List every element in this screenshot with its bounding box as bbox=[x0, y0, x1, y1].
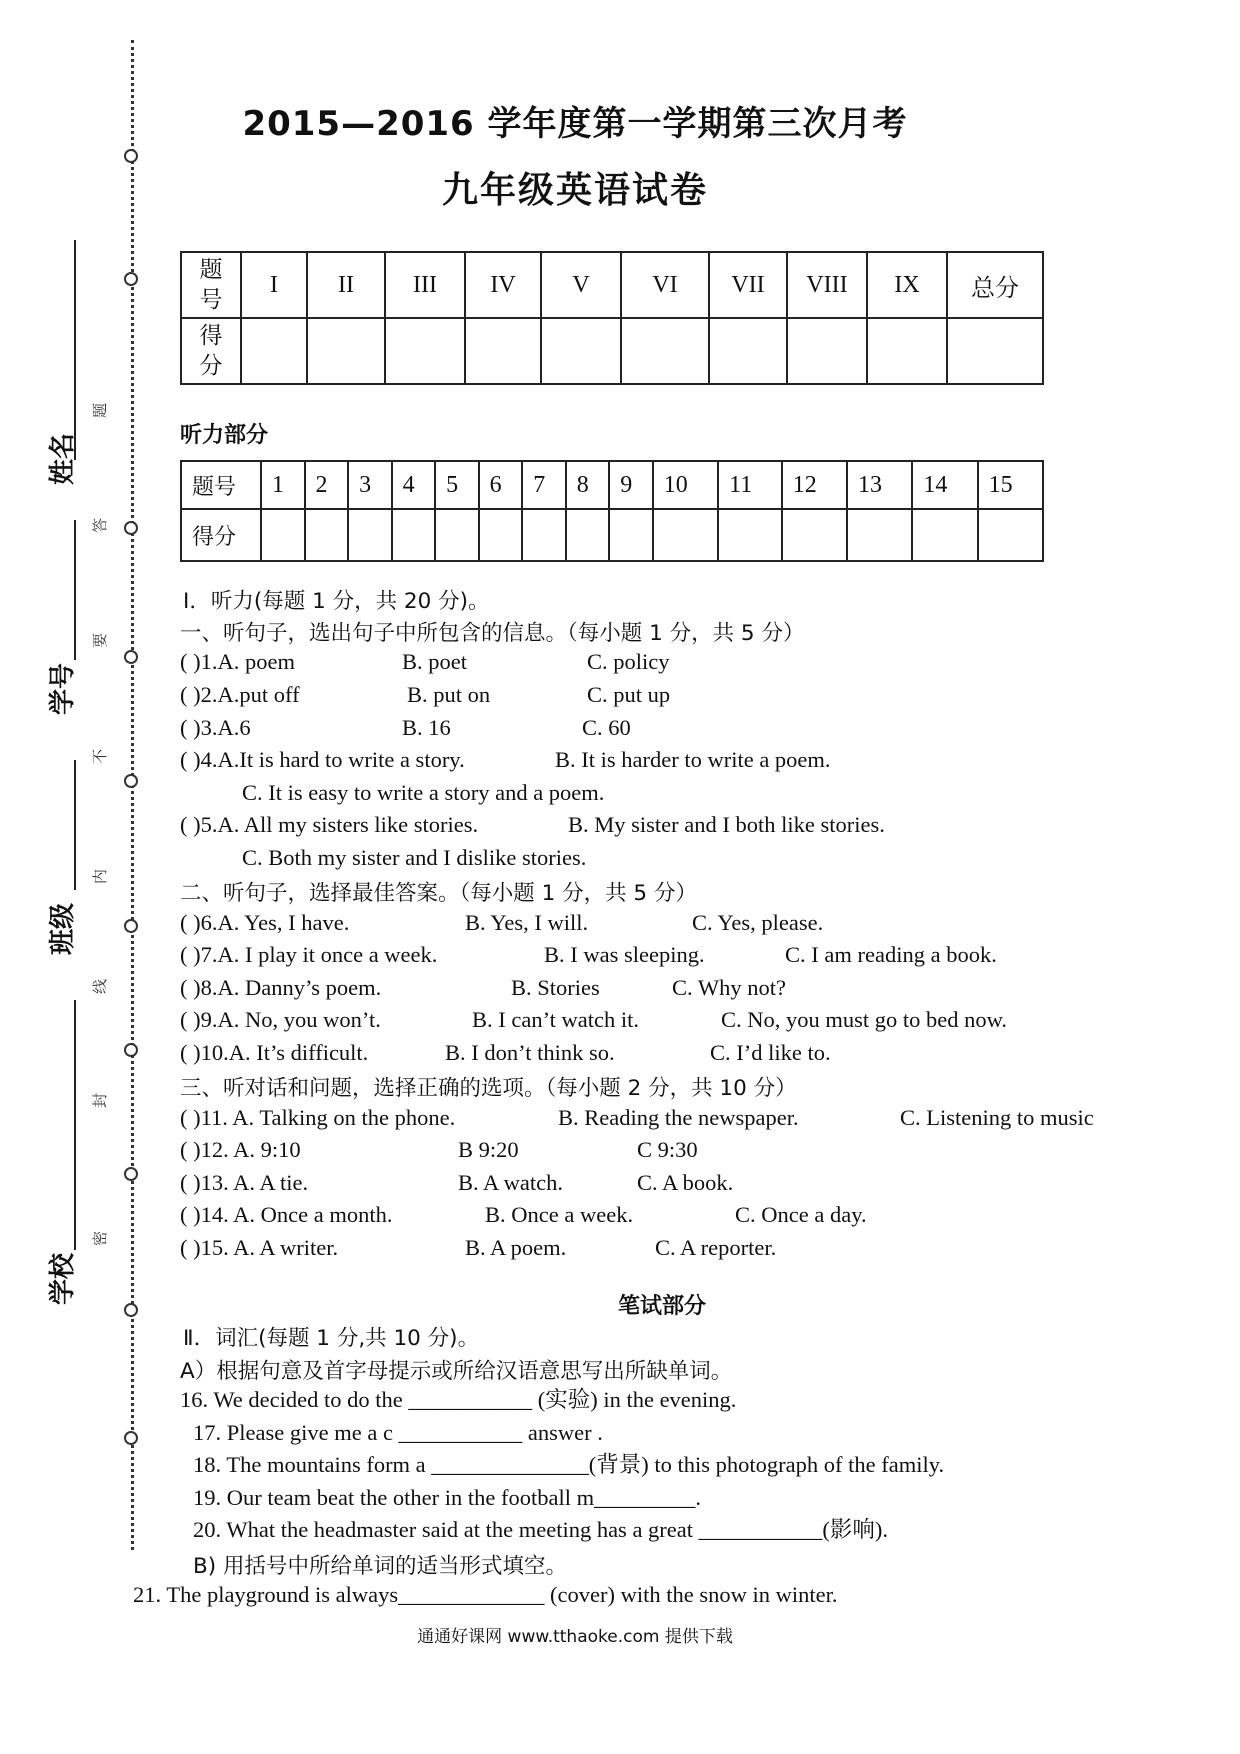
question-3-option-c: C. 60 bbox=[582, 715, 631, 740]
question-21: 21. The playground is always_____________ (cover) with the snow in winter. bbox=[133, 1582, 838, 1607]
seal-char: 内 bbox=[91, 868, 110, 885]
question-12-option-c: C 9:30 bbox=[637, 1137, 698, 1162]
question-12-option-b: B 9:20 bbox=[458, 1137, 519, 1162]
question-15-option-c: C. A reporter. bbox=[655, 1235, 777, 1260]
column-header: VIII bbox=[787, 252, 867, 318]
question-10-option-c: C. I’d like to. bbox=[710, 1040, 831, 1065]
binding-dotted-line bbox=[131, 40, 134, 1550]
question-17: 17. Please give me a c ___________ answer . bbox=[193, 1420, 603, 1445]
score-cell[interactable] bbox=[541, 318, 621, 384]
name-field-line[interactable] bbox=[74, 240, 76, 460]
row-header: 得分 bbox=[181, 509, 261, 561]
question-5-stem: ( )5.A. All my sisters like stories. bbox=[180, 812, 479, 837]
question-6-option-b: B. Yes, I will. bbox=[465, 910, 589, 935]
score-cell[interactable] bbox=[978, 509, 1043, 561]
part2-subB: B) 用括号中所给单词的适当形式填空。 bbox=[193, 1554, 567, 1579]
column-header: V bbox=[541, 252, 621, 318]
binding-hole bbox=[124, 650, 138, 664]
question-7-option-b: B. I was sleeping. bbox=[544, 942, 705, 967]
column-header: III bbox=[385, 252, 465, 318]
score-cell[interactable] bbox=[435, 509, 479, 561]
exam-title: 2015—2016 学年度第一学期第三次月考 bbox=[242, 104, 908, 144]
table-row bbox=[181, 318, 1043, 384]
column-header: 3 bbox=[348, 461, 392, 509]
binding-hole bbox=[124, 149, 138, 163]
binding-hole bbox=[124, 1303, 138, 1317]
question-13-option-b: B. A watch. bbox=[458, 1170, 563, 1195]
score-cell[interactable] bbox=[621, 318, 709, 384]
question-16: 16. We decided to do the ___________ (实验) in the evening. bbox=[180, 1387, 737, 1412]
footer-source: 通通好课网 www.tthaoke.com 提供下载 bbox=[417, 1627, 733, 1647]
written-section-title: 笔试部分 bbox=[618, 1294, 707, 1319]
column-header: 7 bbox=[522, 461, 566, 509]
score-cell[interactable] bbox=[261, 509, 305, 561]
score-cell[interactable] bbox=[385, 318, 465, 384]
question-8-option-b: B. Stories bbox=[511, 975, 600, 1000]
seal-char: 答 bbox=[91, 517, 110, 534]
table-row bbox=[181, 252, 1043, 318]
part1-sub2: 二、听句子，选择最佳答案。（每小题 1 分，共 5 分） bbox=[180, 881, 697, 906]
question-7-stem: ( )7.A. I play it once a week. bbox=[180, 942, 438, 967]
row-header-text: 题号 bbox=[199, 257, 223, 312]
column-header: 5 bbox=[435, 461, 479, 509]
column-header: 9 bbox=[609, 461, 653, 509]
seal-char: 题 bbox=[91, 402, 110, 419]
score-cell[interactable] bbox=[392, 509, 436, 561]
column-header: 8 bbox=[566, 461, 610, 509]
question-19: 19. Our team beat the other in the football m_________. bbox=[193, 1485, 702, 1510]
score-cell[interactable] bbox=[912, 509, 977, 561]
question-2-option-b: B. put on bbox=[407, 682, 491, 707]
column-header: I bbox=[241, 252, 307, 318]
question-20: 20. What the headmaster said at the meeting has a great ___________(影响). bbox=[193, 1517, 889, 1542]
question-14-option-b: B. Once a week. bbox=[485, 1202, 634, 1227]
column-header: IX bbox=[867, 252, 947, 318]
seal-char: 封 bbox=[91, 1092, 110, 1109]
id-label: 学号 bbox=[48, 662, 78, 715]
question-2-stem: ( )2.A.put off bbox=[180, 682, 300, 707]
table-row bbox=[181, 461, 1043, 509]
score-cell[interactable] bbox=[479, 509, 523, 561]
binding-hole bbox=[124, 919, 138, 933]
school-label: 学校 bbox=[48, 1252, 78, 1305]
score-cell[interactable] bbox=[947, 318, 1043, 384]
question-4-option-b: B. It is harder to write a poem. bbox=[555, 747, 831, 772]
score-cell[interactable] bbox=[566, 509, 610, 561]
score-cell[interactable] bbox=[348, 509, 392, 561]
binding-hole bbox=[124, 521, 138, 535]
question-10-option-b: B. I don’t think so. bbox=[445, 1040, 615, 1065]
column-header: 10 bbox=[653, 461, 718, 509]
question-9-option-c: C. No, you must go to bed now. bbox=[721, 1007, 1008, 1032]
question-4-stem: ( )4.A.It is hard to write a story. bbox=[180, 747, 465, 772]
score-cell[interactable] bbox=[847, 509, 912, 561]
question-13-stem: ( )13. A. A tie. bbox=[180, 1170, 309, 1195]
row-header bbox=[181, 318, 241, 384]
question-14-option-c: C. Once a day. bbox=[735, 1202, 867, 1227]
question-2-option-c: C. put up bbox=[587, 682, 671, 707]
listening-section-title: 听力部分 bbox=[180, 423, 269, 448]
part2-heading: Ⅱ．词汇(每题 1 分,共 10 分)。 bbox=[183, 1326, 480, 1351]
binding-hole bbox=[124, 1431, 138, 1445]
question-4-option-c: C. It is easy to write a story and a poem. bbox=[242, 780, 605, 805]
class-field-line[interactable] bbox=[74, 760, 76, 890]
score-cell[interactable] bbox=[307, 318, 385, 384]
question-5-option-c: C. Both my sister and I dislike stories. bbox=[242, 845, 587, 870]
seal-char: 要 bbox=[91, 632, 110, 649]
question-10-stem: ( )10.A. It’s difficult. bbox=[180, 1040, 369, 1065]
exam-subtitle: 九年级英语试卷 bbox=[441, 170, 708, 211]
question-8-option-c: C. Why not? bbox=[672, 975, 786, 1000]
row-header: 题号 bbox=[181, 461, 261, 509]
seal-char: 不 bbox=[91, 748, 110, 765]
question-9-stem: ( )9.A. No, you won’t. bbox=[180, 1007, 381, 1032]
question-6-option-c: C. Yes, please. bbox=[692, 910, 824, 935]
school-field-line[interactable] bbox=[74, 1000, 76, 1250]
table-row bbox=[181, 509, 1043, 561]
question-8-stem: ( )8.A. Danny’s poem. bbox=[180, 975, 382, 1000]
score-table bbox=[180, 251, 1044, 385]
part1-heading: Ⅰ．听力(每题 1 分，共 20 分)。 bbox=[183, 589, 490, 614]
column-header: 13 bbox=[847, 461, 912, 509]
score-cell[interactable] bbox=[465, 318, 541, 384]
question-15-option-b: B. A poem. bbox=[465, 1235, 567, 1260]
score-cell[interactable] bbox=[241, 318, 307, 384]
id-field-line[interactable] bbox=[74, 520, 76, 660]
score-cell[interactable] bbox=[709, 318, 787, 384]
class-label: 班级 bbox=[48, 902, 78, 955]
column-header: 2 bbox=[305, 461, 349, 509]
question-18: 18. The mountains form a ______________(背景) to this photograph of the family. bbox=[193, 1452, 945, 1477]
binding-hole bbox=[124, 1167, 138, 1181]
column-header: 4 bbox=[392, 461, 436, 509]
column-header: 总分 bbox=[947, 252, 1043, 318]
column-header: 14 bbox=[912, 461, 977, 509]
question-11-option-b: B. Reading the newspaper. bbox=[558, 1105, 799, 1130]
score-cell[interactable] bbox=[782, 509, 847, 561]
question-1-stem: ( )1.A. poem bbox=[180, 649, 295, 674]
score-cell[interactable] bbox=[653, 509, 718, 561]
row-header-text: 得分 bbox=[199, 323, 223, 378]
row-header bbox=[181, 252, 241, 318]
question-6-stem: ( )6.A. Yes, I have. bbox=[180, 910, 350, 935]
question-15-stem: ( )15. A. A writer. bbox=[180, 1235, 339, 1260]
binding-hole bbox=[124, 1043, 138, 1057]
column-header: 1 bbox=[261, 461, 305, 509]
score-cell[interactable] bbox=[522, 509, 566, 561]
binding-hole bbox=[124, 774, 138, 788]
question-1-option-b: B. poet bbox=[402, 649, 467, 674]
name-label: 姓名 bbox=[48, 432, 78, 485]
question-13-option-c: C. A book. bbox=[637, 1170, 734, 1195]
column-header: 11 bbox=[718, 461, 782, 509]
question-11-stem: ( )11. A. Talking on the phone. bbox=[180, 1105, 456, 1130]
question-11-option-c: C. Listening to music bbox=[900, 1105, 1094, 1130]
question-3-option-b: B. 16 bbox=[402, 715, 451, 740]
column-header: VI bbox=[621, 252, 709, 318]
column-header: II bbox=[307, 252, 385, 318]
listening-score-table bbox=[180, 460, 1044, 562]
score-cell[interactable] bbox=[305, 509, 349, 561]
column-header: IV bbox=[465, 252, 541, 318]
part1-sub1: 一、听句子，选出句子中所包含的信息。（每小题 1 分，共 5 分） bbox=[180, 621, 805, 646]
score-cell[interactable] bbox=[609, 509, 653, 561]
question-5-option-b: B. My sister and I both like stories. bbox=[568, 812, 885, 837]
question-7-option-c: C. I am reading a book. bbox=[785, 942, 997, 967]
column-header: VII bbox=[709, 252, 787, 318]
part2-subA: A）根据句意及首字母提示或所给汉语意思写出所缺单词。 bbox=[180, 1359, 733, 1384]
question-14-stem: ( )14. A. Once a month. bbox=[180, 1202, 393, 1227]
question-12-stem: ( )12. A. 9:10 bbox=[180, 1137, 301, 1162]
question-1-option-c: C. policy bbox=[587, 649, 670, 674]
seal-char: 线 bbox=[91, 978, 110, 995]
binding-hole bbox=[124, 272, 138, 286]
part1-sub3: 三、听对话和问题，选择正确的选项。（每小题 2 分，共 10 分） bbox=[180, 1076, 797, 1101]
column-header: 15 bbox=[978, 461, 1043, 509]
column-header: 6 bbox=[479, 461, 523, 509]
question-9-option-b: B. I can’t watch it. bbox=[472, 1007, 640, 1032]
column-header: 12 bbox=[782, 461, 847, 509]
seal-char: 密 bbox=[91, 1230, 110, 1247]
score-cell[interactable] bbox=[787, 318, 867, 384]
question-3-stem: ( )3.A.6 bbox=[180, 715, 251, 740]
score-cell[interactable] bbox=[867, 318, 947, 384]
score-cell[interactable] bbox=[718, 509, 782, 561]
